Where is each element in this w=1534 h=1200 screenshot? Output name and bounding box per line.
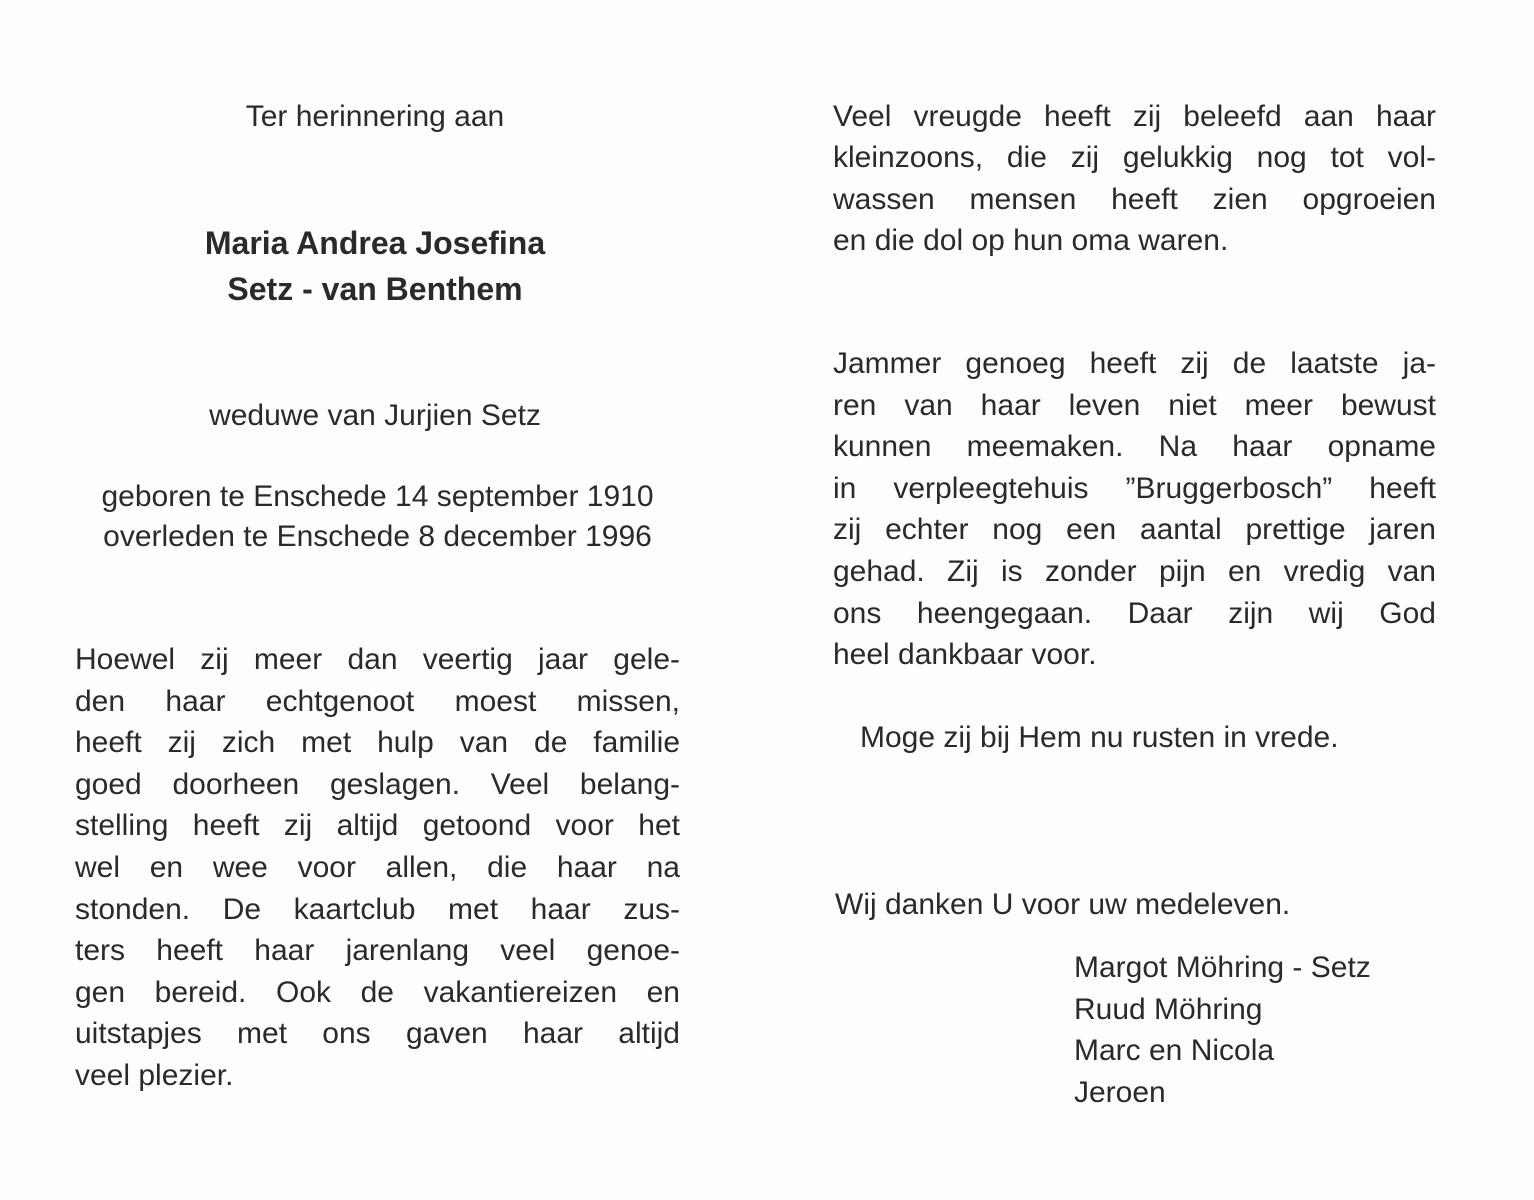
text-line: stonden. De kaartclub met haar zus-: [75, 892, 680, 926]
signatory-name: Marc en Nicola: [1074, 1034, 1275, 1068]
text-line: wel en wee voor allen, die haar na: [75, 851, 680, 884]
text-line: Veel vreugde heeft zij beleefd aan haar: [833, 100, 1436, 133]
text-line: kunnen meemaken. Na haar opname: [833, 430, 1436, 464]
intro-text: Ter herinnering aan: [245, 100, 505, 133]
signatory-name: Ruud Möhring: [1074, 992, 1263, 1026]
text-line: den haar echtgenoot moest missen,: [75, 684, 680, 718]
blessing-text: Moge zij bij Hem nu rusten in vrede.: [860, 721, 1339, 754]
text-line: in verpleegtehuis ”Bruggerbosch” heeft: [833, 471, 1436, 505]
text-line: veel plezier.: [75, 1059, 234, 1092]
text-line: gen bereid. Ook de vakantiereizen en: [75, 975, 680, 1009]
death-info: overleden te Enschede 8 december 1996: [103, 520, 652, 553]
text-line: goed doorheen geslagen. Veel belang-: [75, 767, 680, 801]
text-line: heeft zij zich met hulp van de familie: [75, 726, 680, 760]
text-line: ters heeft haar jarenlang veel genoe-: [75, 934, 680, 968]
text-line: zij echter nog een aantal prettige jaren: [833, 513, 1436, 547]
deceased-name: Maria Andrea Josefina: [204, 225, 546, 261]
text-line: ren van haar leven niet meer bewust: [833, 388, 1436, 422]
text-line: wassen mensen heeft zien opgroeien: [833, 182, 1436, 216]
text-line: stelling heeft zij altijd getoond voor het: [75, 809, 680, 843]
widow-of: weduwe van Jurjien Setz: [209, 399, 541, 432]
text-line: Hoewel zij meer dan veertig jaar gele-: [75, 643, 680, 676]
thanks-text: Wij danken U voor uw medeleven.: [835, 888, 1291, 921]
text-line: uitstapjes met ons gaven haar altijd: [75, 1017, 680, 1051]
birth-info: geboren te Enschede 14 september 1910: [101, 480, 654, 513]
text-line: gehad. Zij is zonder pijn en vredig van: [833, 555, 1436, 588]
signatory-name: Jeroen: [1074, 1075, 1166, 1109]
text-line: Jammer genoeg heeft zij de laatste ja-: [833, 347, 1436, 380]
text-line: heel dankbaar voor.: [833, 638, 1097, 672]
text-line: en die dol op hun oma waren.: [833, 224, 1229, 258]
text-line: ons heengegaan. Daar zijn wij God: [833, 596, 1436, 630]
deceased-surname: Setz - van Benthem: [227, 271, 523, 307]
signatory-name: Margot Möhring - Setz: [1074, 951, 1371, 984]
text-line: kleinzoons, die zij gelukkig nog tot vol-: [833, 141, 1436, 175]
